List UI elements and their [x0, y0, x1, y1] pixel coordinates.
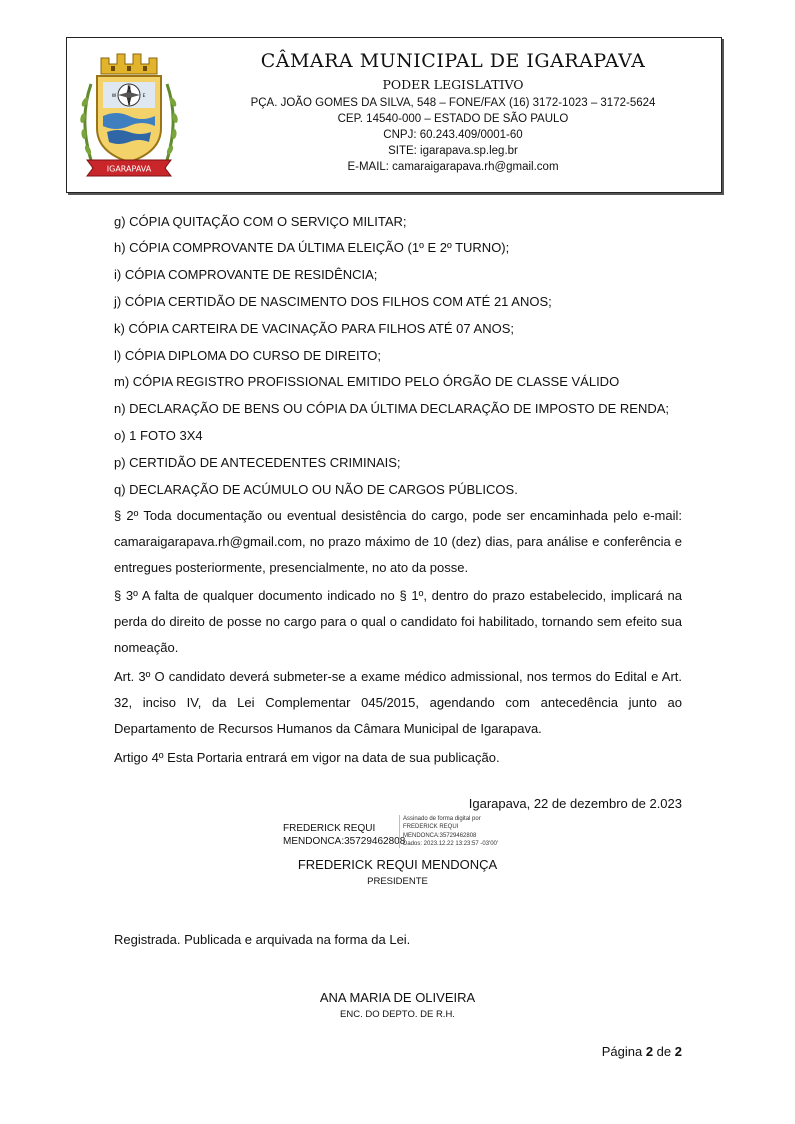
digital-signature-name: [283, 822, 405, 848]
paragraph-section-2: § 2º Toda documentação ou eventual desistência do cargo, pode ser encaminhada pelo e-mail: camaraigarapava.rh@gmail.com, no prazo máximo de 10 (dez) dias, para análise e conferência e entregues posteriormente, presencialmente, no ato da posse.: [114, 508, 682, 575]
list-item: q) DECLARAÇÃO DE ACÚMULO OU NÃO DE CARGOS PÚBLICOS.: [114, 482, 518, 497]
date-line: Igarapava, 22 de dezembro de 2.023: [468, 796, 682, 811]
cep-line: CEP. 14540-000 – ESTADO DE SÃO PAULO: [337, 113, 569, 125]
page-prefix: Página: [601, 1044, 643, 1059]
signature-name-line: FREDERICK REQUI: [283, 823, 376, 834]
list-item: j) CÓPIA CERTIDÃO DE NASCIMENTO DOS FILHOS COM ATÉ 21 ANOS;: [114, 294, 552, 309]
official-role: ENC. DO DEPTO. DE R.H.: [340, 1009, 455, 1020]
list-item: l) CÓPIA DIPLOMA DO CURSO DE DIREITO;: [114, 348, 382, 363]
list-item: i) CÓPIA COMPROVANTE DE RESIDÊNCIA;: [114, 267, 378, 282]
signature-stamp-line: Dados: 2023.12.22 13:23:57 -03'00': [403, 840, 499, 847]
official-name: ANA MARIA DE OLIVEIRA: [319, 990, 476, 1005]
signer-role: PRESIDENTE: [367, 876, 428, 887]
page-total: 2: [674, 1044, 682, 1059]
list-item: k) CÓPIA CARTEIRA DE VACINAÇÃO PARA FILHOS ATÉ 07 ANOS;: [114, 321, 514, 336]
crest-letter-n: N: [127, 86, 131, 91]
cnpj-line: CNPJ: 60.243.409/0001-60: [383, 129, 523, 141]
institution-subtitle: PODER LEGISLATIVO: [382, 77, 524, 92]
crest-banner-text: IGARAPAVA: [106, 164, 152, 174]
crest-letter-s: S: [127, 102, 131, 107]
list-item: g) CÓPIA QUITAÇÃO COM O SERVIÇO MILITAR;: [114, 214, 407, 229]
list-item: o) 1 FOTO 3X4: [114, 428, 203, 443]
list-item: n) DECLARAÇÃO DE BENS OU CÓPIA DA ÚLTIMA DECLARAÇÃO DE IMPOSTO DE RENDA;: [114, 401, 670, 416]
address-line: PÇA. JOÃO GOMES DA SILVA, 548 – FONE/FAX (16) 3172-1023 – 3172-5624: [250, 97, 656, 109]
letterhead: [66, 37, 722, 193]
crest-letter-w: W: [111, 94, 117, 99]
signer-name: FREDERICK REQUI MENDONÇA: [297, 857, 498, 872]
email-line: E-MAIL: camaraigarapava.rh@gmail.com: [347, 161, 559, 173]
paragraph-section-3: § 3º A falta de qualquer documento indicado no § 1º, dentro do prazo estabelecido, implicará na perda do direito de posse no cargo para o qual o candidato foi habilitado, tornando sem efeito sua nomeação.: [114, 588, 682, 655]
paragraph-article-4: Artigo 4º Esta Portaria entrará em vigor na data de sua publicação.: [114, 750, 500, 765]
list-item: h) CÓPIA COMPROVANTE DA ÚLTIMA ELEIÇÃO (1º E 2º TURNO);: [114, 240, 510, 255]
site-line: SITE: igarapava.sp.leg.br: [388, 145, 518, 157]
page-number: [602, 1044, 682, 1059]
crest-letter-e: E: [142, 94, 146, 99]
signature-stamp-line: FREDERICK REQUI: [403, 824, 459, 831]
signature-name-line: MENDONCA:35729462808: [283, 836, 406, 847]
municipal-crest-logo: [73, 44, 185, 188]
paragraph-article-3: Art. 3º O candidato deverá submeter-se a exame médico admissional, nos termos do Edital e Art. 32, inciso IV, da Lei Complementar 045/2015, agendando com antecedência junto ao Departamento de Recursos Humanos da Câmara Municipal de Igarapava.: [114, 669, 682, 736]
institution-title: CÂMARA MUNICIPAL DE IGARAPAVA: [260, 50, 646, 72]
list-item: m) CÓPIA REGISTRO PROFISSIONAL EMITIDO PELO ÓRGÃO DE CLASSE VÁLIDO: [114, 374, 620, 389]
digital-signature-stamp: [399, 815, 498, 848]
page-current: 2: [645, 1044, 654, 1059]
signature-stamp-line: Assinado de forma digital por: [403, 816, 481, 822]
page-sep: de: [656, 1044, 672, 1059]
list-item: p) CERTIDÃO DE ANTECEDENTES CRIMINAIS;: [114, 455, 401, 470]
signature-stamp-line: MENDONCA:35729462808: [403, 832, 477, 839]
registration-note: Registrada. Publicada e arquivada na forma da Lei.: [114, 932, 411, 947]
